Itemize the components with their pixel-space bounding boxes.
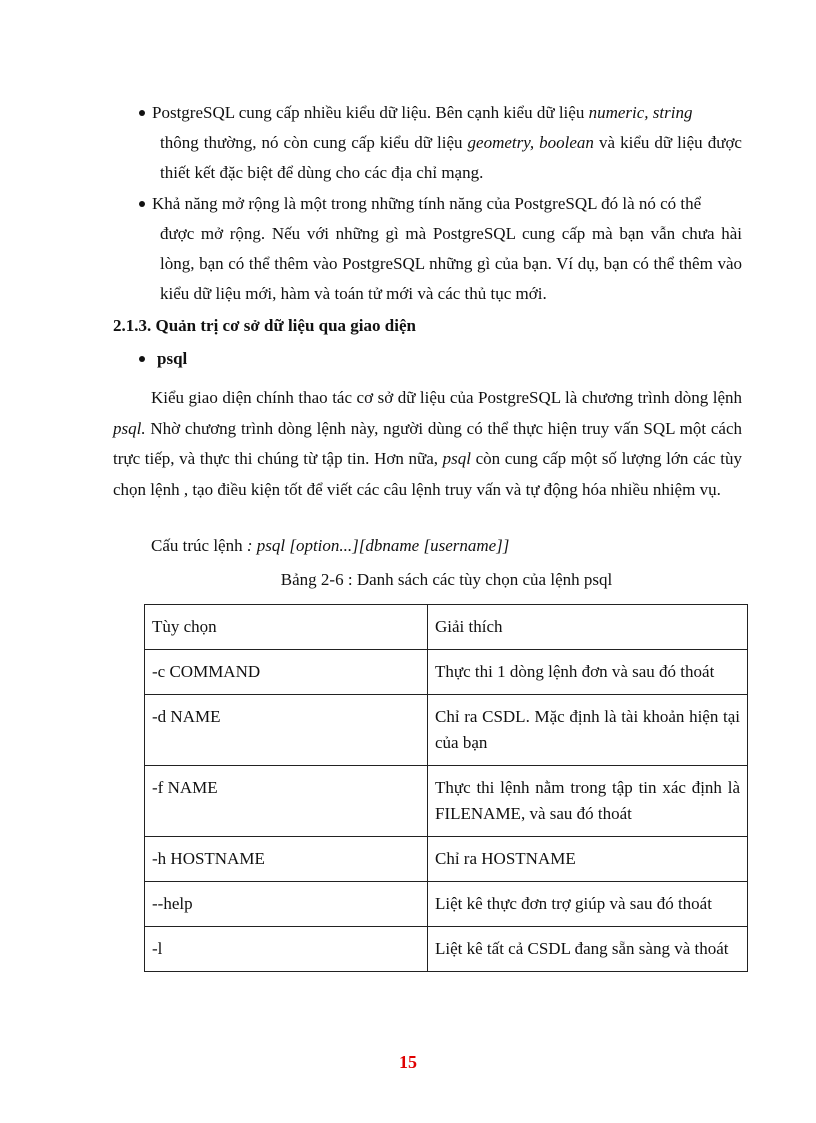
psql-options-table	[144, 604, 748, 972]
table-row	[145, 695, 748, 766]
table-row	[145, 837, 748, 882]
table-row	[145, 650, 748, 695]
description-cell: Thực thi lệnh nằm trong tập tin xác định là FILENAME, và sau đó thoát	[428, 766, 748, 837]
bullet-extensibility: Khả năng mở rộng là một trong những tính năng của PostgreSQL đó là nó có thể được mở rộng. Nếu với những gì mà PostgreSQL cung cấp mà bạn vẫn chưa hài lòng, bạn có thể thêm vào PostgreSQL những gì của bạn. Ví dụ, bạn có thể thêm vào kiểu dữ liệu mới, hàm và toán tử mới và các thủ tục mới.	[152, 194, 742, 303]
table-header-cell: Giải thích	[428, 605, 748, 650]
option-cell: -d NAME	[145, 695, 428, 766]
table-row	[145, 766, 748, 837]
description-cell: Liệt kê tất cả CSDL đang sẵn sàng và thoát	[428, 927, 748, 972]
option-cell: --help	[145, 882, 428, 927]
bullet-dot-icon	[139, 356, 145, 362]
table-row	[145, 882, 748, 927]
description-cell: Thực thi 1 dòng lệnh đơn và sau đó thoát	[428, 650, 748, 695]
command-syntax: Cấu trúc lệnh : psql [option...][dbname [username]]	[151, 536, 510, 555]
description-cell: Chỉ ra CSDL. Mặc định là tài khoản hiện tại của bạn	[428, 695, 748, 766]
description-cell: Chỉ ra HOSTNAME	[428, 837, 748, 882]
bullet-data-types: PostgreSQL cung cấp nhiều kiểu dữ liệu. Bên cạnh kiểu dữ liệu numeric, string thông thường, nó còn cung cấp kiểu dữ liệu geometry, boolean và kiểu dữ liệu được thiết kết đặc biệt để dùng cho các địa chỉ mạng.	[152, 103, 742, 182]
psql-subheading: psql	[139, 346, 187, 372]
table-header-row	[145, 605, 748, 650]
option-cell: -h HOSTNAME	[145, 837, 428, 882]
table-row	[145, 927, 748, 972]
table-header-cell: Tùy chọn	[145, 605, 428, 650]
option-cell: -c COMMAND	[145, 650, 428, 695]
section-heading: 2.1.3. Quản trị cơ sở dữ liệu qua giao diện	[113, 316, 416, 335]
option-cell: -l	[145, 927, 428, 972]
page-number: 15	[399, 1052, 417, 1072]
option-cell: -f NAME	[145, 766, 428, 837]
psql-paragraph: Kiểu giao diện chính thao tác cơ sở dữ liệu của PostgreSQL là chương trình dòng lệnh psql. Nhờ chương trình dòng lệnh này, người dùng có thể thực hiện truy vấn SQL một cách trực tiếp, và thực thi chúng từ tập tin. Hơn nữa, psql còn cung cấp một số lượng lớn các tùy chọn lệnh , tạo điều kiện tốt để viết các câu lệnh truy vấn và tự động hóa nhiều nhiệm vụ.	[113, 388, 742, 499]
description-cell: Liệt kê thực đơn trợ giúp và sau đó thoát	[428, 882, 748, 927]
table-caption: Bảng 2-6 : Danh sách các tùy chọn của lệnh psql	[280, 570, 613, 589]
